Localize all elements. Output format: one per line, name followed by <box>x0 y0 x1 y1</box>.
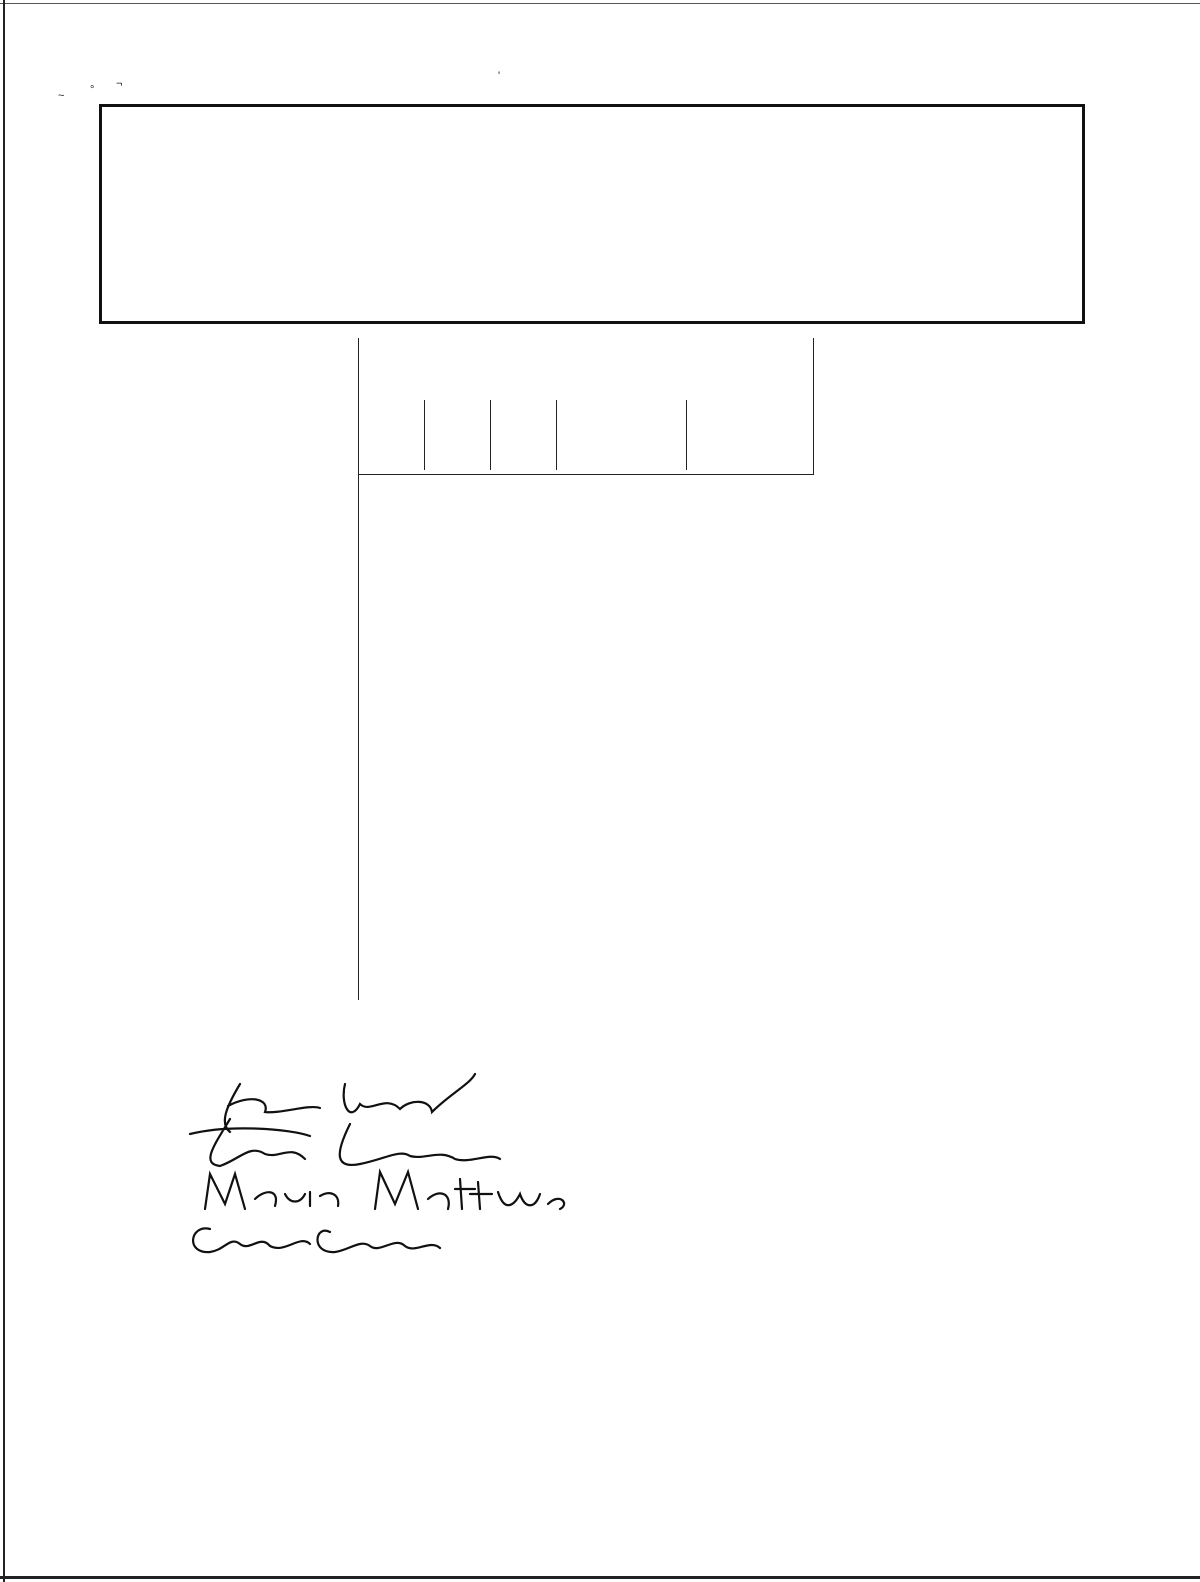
scan-mark: ' <box>498 70 501 82</box>
header-underline <box>358 474 814 475</box>
signature-3 <box>205 1172 564 1209</box>
signatures-image <box>170 1064 610 1264</box>
column-divider <box>556 400 557 470</box>
table-divider <box>813 338 814 475</box>
scan-mark: ° <box>90 84 95 96</box>
page-left-edge <box>3 0 5 1582</box>
page-top-edge <box>0 3 1200 4</box>
column-divider <box>424 400 425 470</box>
table-divider <box>358 338 359 1000</box>
report-header-box <box>99 104 1085 324</box>
scan-mark: ¬ <box>116 78 123 90</box>
signature-4 <box>193 1228 440 1252</box>
signature-2 <box>190 1119 500 1166</box>
column-divider <box>490 400 491 470</box>
page-bottom-edge <box>0 1576 1200 1579</box>
scan-mark: ~ <box>58 90 65 102</box>
column-divider <box>686 400 687 470</box>
